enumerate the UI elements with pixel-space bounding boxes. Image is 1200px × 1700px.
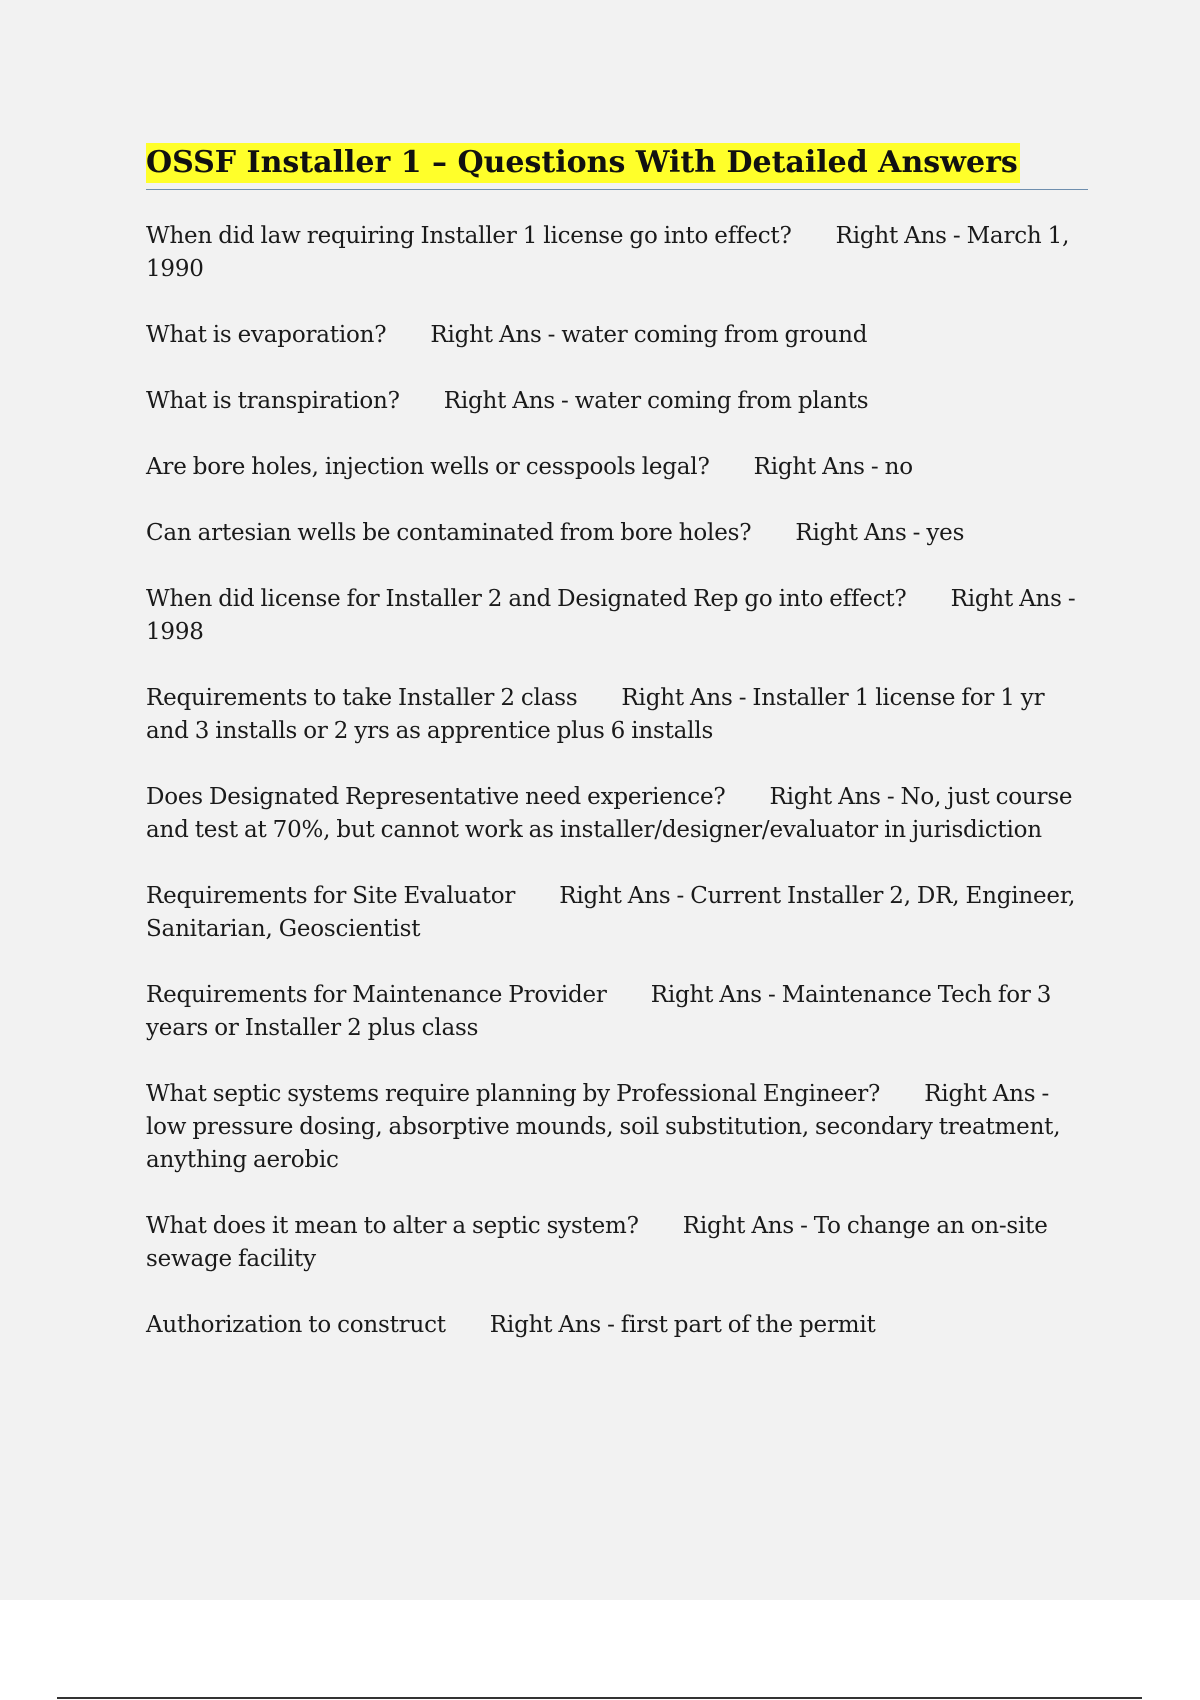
question-text: Requirements for Maintenance Provider bbox=[146, 982, 607, 1008]
question-text: What septic systems require planning by Professional Engineer? bbox=[146, 1081, 881, 1107]
question-text: Requirements to take Installer 2 class bbox=[146, 685, 578, 711]
question-text: Are bore holes, injection wells or cesspools legal? bbox=[146, 454, 710, 480]
answer-text: Right Ans - water coming from plants bbox=[443, 388, 869, 414]
answer-text: Right Ans - March 1, 1990 bbox=[146, 223, 1070, 282]
answer-text: Right Ans - To change an on-site sewage facility bbox=[146, 1213, 1048, 1272]
qa-item bbox=[146, 880, 1088, 946]
question-text: When did law requiring Installer 1 license go into effect? bbox=[146, 223, 792, 249]
answer-text: Right Ans - Maintenance Tech for 3 years or Installer 2 plus class bbox=[146, 982, 1052, 1041]
question-text: What is transpiration? bbox=[146, 388, 400, 414]
qa-item bbox=[146, 979, 1088, 1045]
qa-item bbox=[146, 682, 1088, 748]
qa-item bbox=[146, 583, 1088, 649]
answer-text: Right Ans - water coming from ground bbox=[430, 322, 868, 348]
answer-text: Right Ans - Installer 1 license for 1 yr and 3 installs or 2 yrs as apprentice plus 6 installs bbox=[146, 685, 1045, 744]
question-text: When did license for Installer 2 and Designated Rep go into effect? bbox=[146, 586, 907, 612]
qa-item bbox=[146, 451, 1088, 484]
question-text: What is evaporation? bbox=[146, 322, 387, 348]
question-text: Does Designated Representative need experience? bbox=[146, 784, 726, 810]
qa-item bbox=[146, 1078, 1088, 1177]
qa-item bbox=[146, 1210, 1088, 1276]
qa-item bbox=[146, 517, 1088, 550]
qa-item bbox=[146, 781, 1088, 847]
qa-item bbox=[146, 385, 1088, 418]
answer-text: Right Ans - No, just course and test at 70%, but cannot work as installer/designer/evaluator in jurisdiction bbox=[146, 784, 1073, 843]
answer-text: Right Ans - first part of the permit bbox=[489, 1312, 876, 1338]
answer-text: Right Ans - yes bbox=[795, 520, 965, 546]
question-text: What does it mean to alter a septic system? bbox=[146, 1213, 639, 1239]
title-block bbox=[146, 143, 1088, 190]
footer-divider bbox=[57, 1697, 1142, 1699]
answer-text: Right Ans - Current Installer 2, DR, Engineer, Sanitarian, Geoscientist bbox=[146, 883, 1076, 942]
qa-list bbox=[146, 220, 1088, 1342]
qa-item bbox=[146, 1309, 1088, 1342]
page-title: OSSF Installer 1 – Questions With Detailed Answers bbox=[146, 143, 1020, 183]
qa-item bbox=[146, 319, 1088, 352]
question-text: Can artesian wells be contaminated from bore holes? bbox=[146, 520, 752, 546]
answer-text: Right Ans - 1998 bbox=[146, 586, 1076, 645]
answer-text: Right Ans - low pressure dosing, absorptive mounds, soil substitution, secondary treatment, anything aerobic bbox=[146, 1081, 1061, 1173]
question-text: Authorization to construct bbox=[146, 1312, 446, 1338]
qa-item bbox=[146, 220, 1088, 286]
document-content bbox=[146, 143, 1088, 1375]
question-text: Requirements for Site Evaluator bbox=[146, 883, 516, 909]
answer-text: Right Ans - no bbox=[753, 454, 913, 480]
